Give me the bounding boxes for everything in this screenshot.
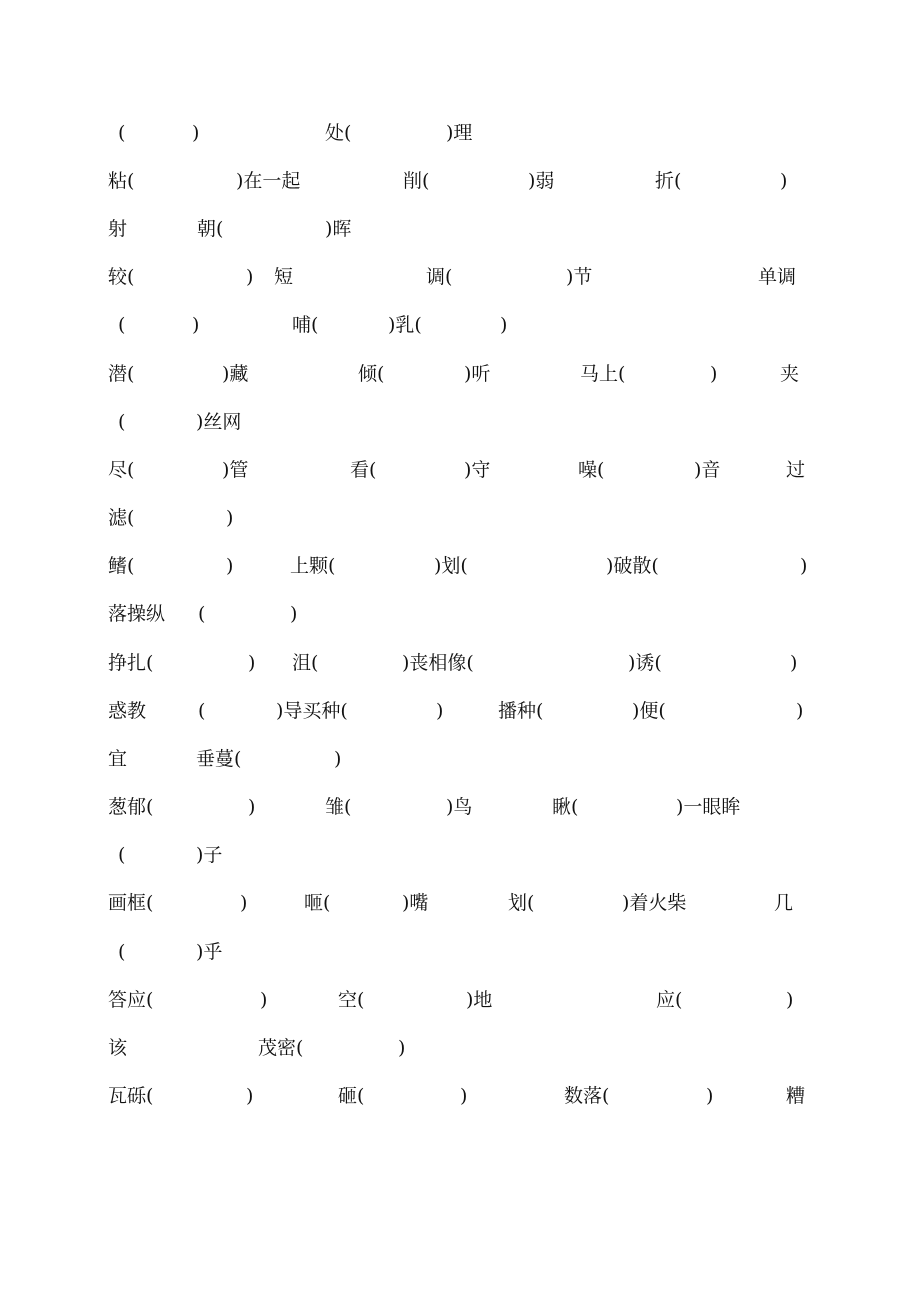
text-segment: 哺( <box>292 314 319 336</box>
exercise-line <box>0 650 920 676</box>
text-segment: )破散( <box>606 555 659 577</box>
text-segment: )听 <box>464 363 491 385</box>
text-segment: )嘴 <box>402 892 429 914</box>
exercise-line <box>0 264 920 290</box>
exercise-line <box>0 216 920 242</box>
text-segment: 落操纵 <box>108 603 166 625</box>
text-segment: 葱郁( <box>108 796 154 818</box>
text-segment: 空( <box>338 989 365 1011</box>
text-segment: ) <box>796 700 804 722</box>
text-segment: ) <box>248 796 256 818</box>
text-segment: ) <box>334 748 342 770</box>
text-segment: ) <box>260 989 268 1011</box>
text-segment: 画框( <box>108 892 154 914</box>
text-segment: ( <box>198 700 206 722</box>
text-segment: 削( <box>403 170 430 192</box>
text-segment: 折( <box>655 170 682 192</box>
exercise-line <box>0 312 920 338</box>
text-segment: )子 <box>196 844 223 866</box>
text-segment: 挣扎( <box>108 652 154 674</box>
text-segment: ) <box>436 700 444 722</box>
text-segment: 短 <box>274 266 294 288</box>
text-segment: ) <box>710 363 718 385</box>
text-segment: ) <box>398 1037 406 1059</box>
text-segment: 单调 <box>758 266 797 288</box>
text-segment: 茂密( <box>258 1037 304 1059</box>
text-segment: ) <box>248 652 256 674</box>
text-segment: ) <box>246 1085 254 1107</box>
text-segment: )导买种( <box>276 700 348 722</box>
text-segment: 播种( <box>498 700 544 722</box>
text-segment: 处( <box>325 122 352 144</box>
text-segment: )理 <box>446 122 473 144</box>
text-segment: 看( <box>350 459 377 481</box>
text-segment: )在一起 <box>236 170 301 192</box>
text-segment: ( <box>118 122 126 144</box>
text-segment: ( <box>118 411 126 433</box>
text-segment: 垂蔓( <box>196 748 242 770</box>
text-segment: 夹 <box>780 363 800 385</box>
text-segment: 朝( <box>197 218 224 240</box>
exercise-line <box>0 1083 920 1109</box>
exercise-line <box>0 794 920 820</box>
text-segment: )着火柴 <box>622 892 687 914</box>
text-segment: )划( <box>434 555 468 577</box>
exercise-line <box>0 746 920 772</box>
text-segment: ) <box>240 892 248 914</box>
text-segment: 砸( <box>338 1085 365 1107</box>
text-segment: 瞅( <box>552 796 579 818</box>
text-segment: )藏 <box>222 363 249 385</box>
text-segment: 应( <box>656 989 683 1011</box>
text-segment: ) <box>246 266 254 288</box>
text-segment: 倾( <box>358 363 385 385</box>
text-segment: 答应( <box>108 989 154 1011</box>
text-segment: 几 <box>774 892 794 914</box>
exercise-line <box>0 553 920 579</box>
text-segment: ) <box>500 314 508 336</box>
text-segment: ) <box>786 989 794 1011</box>
text-segment: ) <box>780 170 788 192</box>
text-segment: 过 <box>786 459 806 481</box>
text-segment: 潜( <box>108 363 135 385</box>
text-segment: ) <box>800 555 808 577</box>
exercise-line <box>0 939 920 965</box>
exercise-line <box>0 1035 920 1061</box>
text-segment: 尽( <box>108 459 135 481</box>
text-segment: 数落( <box>564 1085 610 1107</box>
text-segment: ) <box>192 314 200 336</box>
text-segment: ( <box>118 844 126 866</box>
text-segment: )节 <box>566 266 593 288</box>
text-segment: 惑教 <box>108 700 147 722</box>
text-segment: 滤( <box>108 507 135 529</box>
text-segment: 马上( <box>580 363 626 385</box>
text-segment: 鳍( <box>108 555 135 577</box>
text-segment: 咂( <box>304 892 331 914</box>
text-segment: )丝网 <box>196 411 242 433</box>
exercise-line <box>0 457 920 483</box>
text-segment: )音 <box>694 459 721 481</box>
text-segment: )乳( <box>388 314 422 336</box>
text-segment: ) <box>790 652 798 674</box>
exercise-line <box>0 987 920 1013</box>
text-segment: 调( <box>426 266 453 288</box>
text-segment: 宜 <box>108 748 128 770</box>
text-segment: )弱 <box>528 170 555 192</box>
text-segment: 上颗( <box>290 555 336 577</box>
text-segment: ( <box>198 603 206 625</box>
text-segment: 射 <box>108 218 128 240</box>
text-segment: )乎 <box>196 941 223 963</box>
exercise-line <box>0 505 920 531</box>
text-segment: )一眼眸 <box>676 796 741 818</box>
exercise-line <box>0 842 920 868</box>
text-segment: ) <box>706 1085 714 1107</box>
exercise-line <box>0 601 920 627</box>
text-segment: )便( <box>632 700 666 722</box>
text-segment: )管 <box>222 459 249 481</box>
text-segment: )守 <box>464 459 491 481</box>
exercise-line <box>0 890 920 916</box>
exercise-line <box>0 361 920 387</box>
text-segment: 较( <box>108 266 135 288</box>
text-segment: 糟 <box>786 1085 806 1107</box>
text-segment: 该 <box>108 1037 128 1059</box>
text-segment: ) <box>192 122 200 144</box>
text-segment: 粘( <box>108 170 135 192</box>
exercise-line <box>0 698 920 724</box>
text-segment: 雏( <box>325 796 352 818</box>
text-segment: 噪( <box>578 459 605 481</box>
text-segment: )丧相像( <box>402 652 474 674</box>
text-segment: ) <box>460 1085 468 1107</box>
text-segment: 划( <box>508 892 535 914</box>
text-segment: )诱( <box>628 652 662 674</box>
text-segment: ) <box>226 507 234 529</box>
exercise-line <box>0 120 920 146</box>
exercise-line <box>0 409 920 435</box>
exercise-line <box>0 168 920 194</box>
text-segment: )地 <box>466 989 493 1011</box>
text-segment: ) <box>226 555 234 577</box>
text-segment: ( <box>118 314 126 336</box>
text-segment: 瓦砾( <box>108 1085 154 1107</box>
text-segment: )鸟 <box>446 796 473 818</box>
text-segment: ) <box>290 603 298 625</box>
text-segment: 沮( <box>292 652 319 674</box>
text-segment: )晖 <box>325 218 352 240</box>
text-segment: ( <box>118 941 126 963</box>
